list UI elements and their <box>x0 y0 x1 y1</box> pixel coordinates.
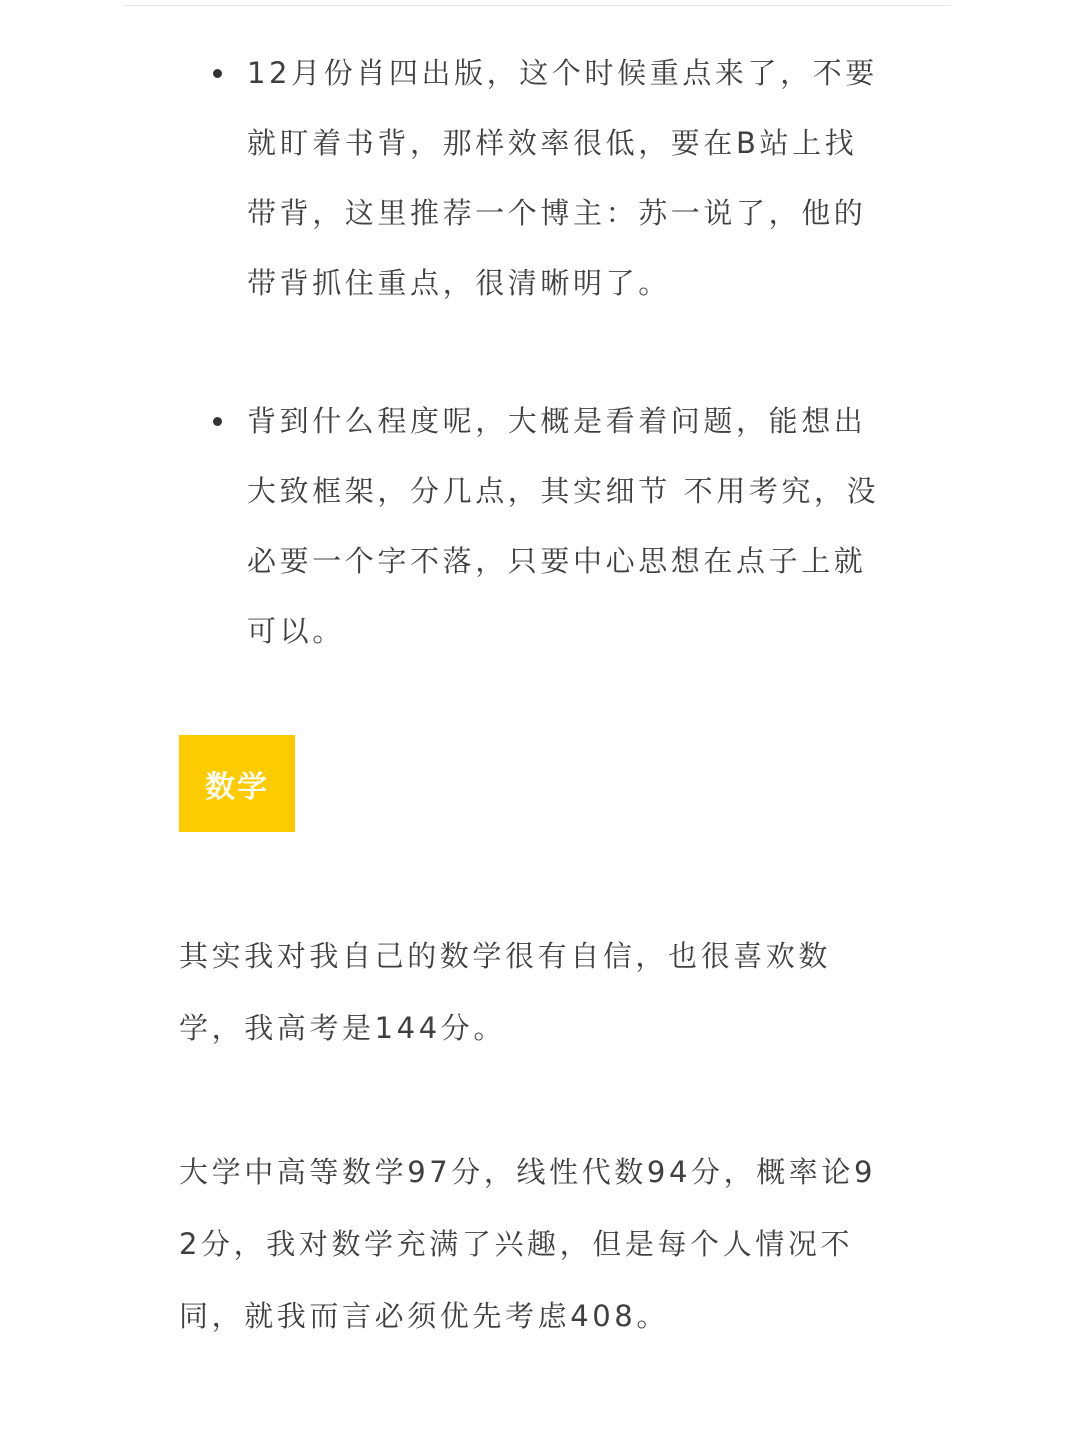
section-heading: 数学 <box>205 769 269 805</box>
list-item <box>179 38 881 318</box>
top-divider <box>123 5 951 6</box>
bullet-dot-icon <box>213 417 222 426</box>
paragraph: 大学中高等数学97分，线性代数94分，概率论92分，我对数学充满了兴趣，但是每个人情况不同，就我而言必须优先考虑408。 <box>179 1155 877 1333</box>
bullet-text: 背到什么程度呢，大概是看着问题，能想出大致框架，分几点，其实细节 不用考究，没必要一个字不落，只要中心思想在点子上就可以。 <box>247 404 880 648</box>
paragraph: 其实我对我自己的数学很有自信，也很喜欢数学，我高考是144分。 <box>179 939 832 1045</box>
bullet-list <box>179 38 899 666</box>
list-item <box>179 386 881 666</box>
bullet-text: 12月份肖四出版，这个时候重点来了，不要就盯着书背，那样效率很低，要在B站上找带背，这里推荐一个博主：苏一说了，他的带背抓住重点，很清晰明了。 <box>247 56 878 300</box>
section-heading-badge <box>179 735 295 832</box>
bullet-dot-icon <box>213 69 222 78</box>
